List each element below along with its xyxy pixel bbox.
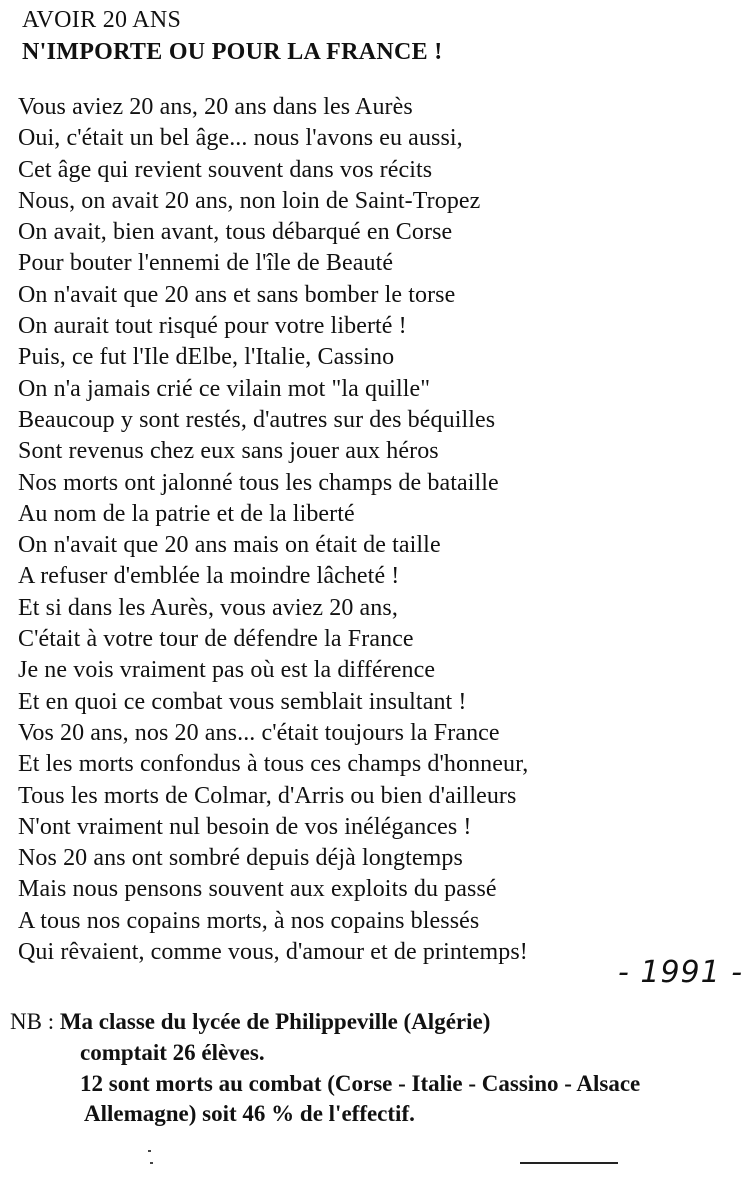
poem-line: A refuser d'emblée la moindre lâcheté ! [18,563,400,590]
title-line-1: AVOIR 20 ANS [22,7,182,33]
note-label: NB : [10,1009,55,1034]
poem-line: Oui, c'était un bel âge... nous l'avons eu aussi, [18,125,463,152]
poem-line: On n'avait que 20 ans mais on était de taille [18,532,441,559]
scan-speck [148,1150,151,1152]
poem-line: On avait, bien avant, tous débarqué en Corse [18,219,453,246]
poem-line: Et les morts confondus à tous ces champs d'honneur, [18,751,529,778]
handwritten-date: - 1991 - [618,955,744,990]
poem-line: Mais nous pensons souvent aux exploits du passé [18,876,497,903]
poem-line: On n'avait que 20 ans et sans bomber le torse [18,281,456,308]
poem-line: N'ont vraiment nul besoin de vos inélégances ! [18,813,472,840]
poem-line: A tous nos copains morts, à nos copains blessés [18,907,480,934]
poem-line: Et en quoi ce combat vous semblait insultant ! [18,688,467,715]
poem-line: Nos 20 ans ont sombré depuis déjà longtemps [18,845,463,872]
note-line-2: comptait 26 élèves. [80,1040,265,1065]
poem-line: Pour bouter l'ennemi de l'île de Beauté [18,250,394,277]
poem-line: On aurait tout risqué pour votre liberté ! [18,313,407,340]
note-text-1: Ma classe du lycée de Philippeville (Algérie) [59,1009,491,1034]
poem-line: C'était à votre tour de défendre la France [18,626,414,653]
note-line-4: Allemagne) soit 46 % de l'effectif. [84,1101,415,1126]
note-line-1 [10,1007,490,1037]
poem-line: Vos 20 ans, nos 20 ans... c'était toujours la France [18,719,500,746]
poem-line: Et si dans les Aurès, vous aviez 20 ans, [18,594,398,621]
poem-line: Je ne vois vraiment pas où est la différence [18,657,436,684]
scan-speck [150,1162,153,1164]
poem-line: Nos morts ont jalonné tous les champs de bataille [18,469,499,496]
poem-body [18,92,528,968]
poem-line: Nous, on avait 20 ans, non loin de Saint-Tropez [18,187,481,214]
poem-line: Vous aviez 20 ans, 20 ans dans les Aurès [18,94,413,120]
poem-line: Cet âge qui revient souvent dans vos récits [18,156,433,183]
poem-line: Tous les morts de Colmar, d'Arris ou bien d'ailleurs [18,782,517,809]
poem-line: Sont revenus chez eux sans jouer aux héros [18,438,439,465]
poem-line: Qui rêvaient, comme vous, d'amour et de printemps! [18,939,528,966]
poem-line: Au nom de la patrie et de la liberté [18,500,355,527]
poem-line: Puis, ce fut l'Ile dElbe, l'Italie, Cassino [18,344,395,371]
title-line-2: N'IMPORTE OU POUR LA FRANCE ! [22,39,443,65]
signature-stroke [520,1162,618,1164]
poem-line: On n'a jamais crié ce vilain mot "la quille" [18,375,431,402]
note-line-3: 12 sont morts au combat (Corse - Italie - Cassino - Alsace [80,1071,641,1096]
poem-line: Beaucoup y sont restés, d'autres sur des béquilles [18,406,496,433]
